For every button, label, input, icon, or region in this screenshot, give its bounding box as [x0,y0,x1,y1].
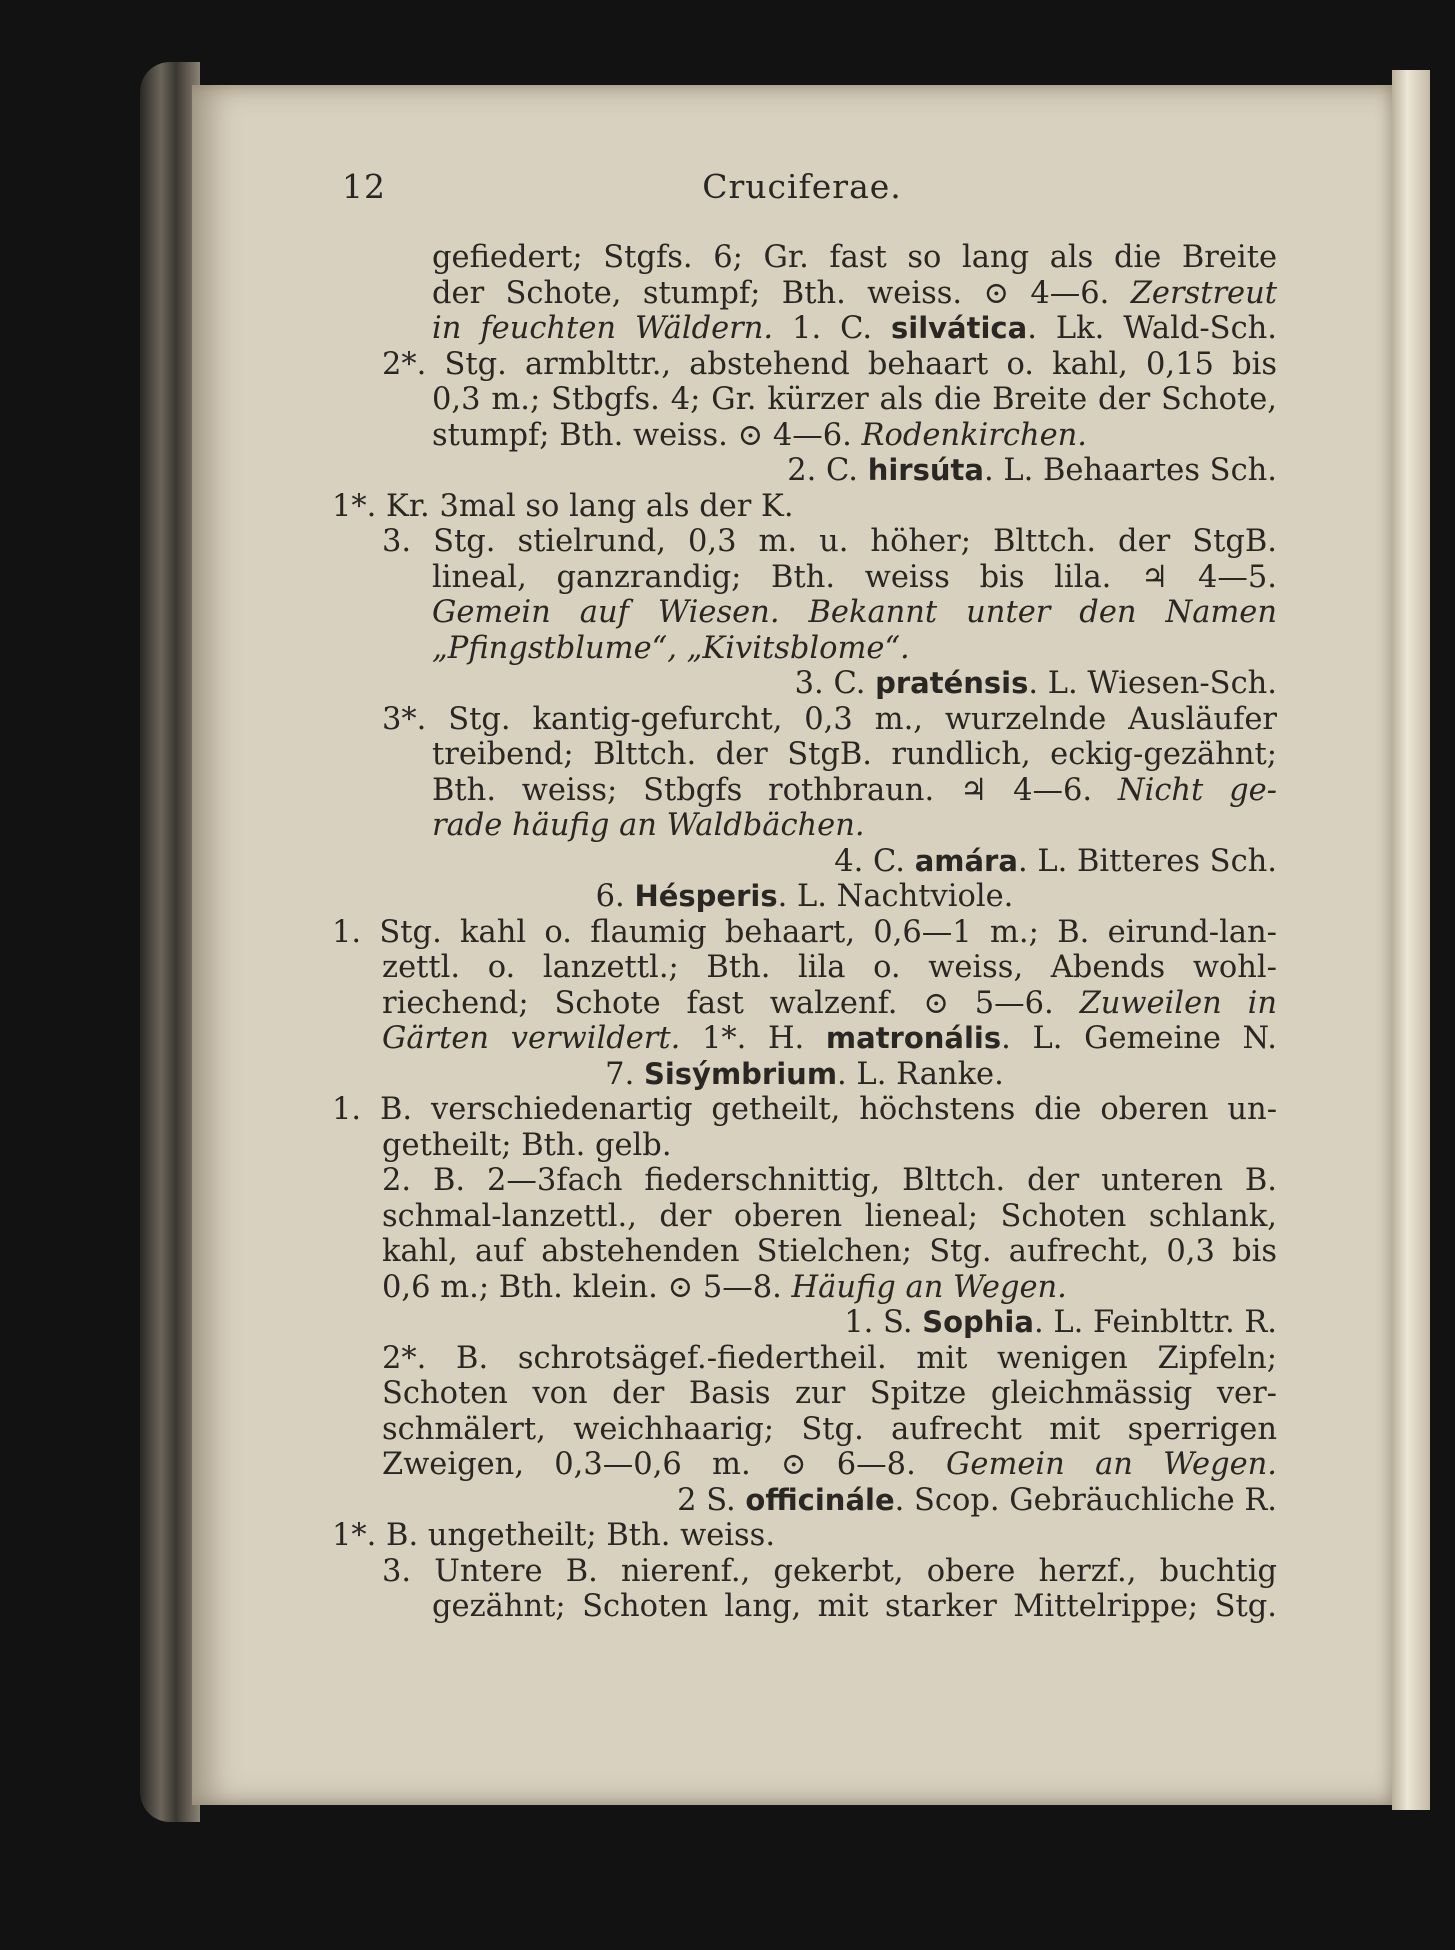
text-line [332,666,1277,702]
line-text: gefiedert; Stgfs. 6; Gr. fast so lang als die Breite [432,240,1277,275]
text-line [332,1163,1277,1199]
line-tail: . L. Behaartes Sch. [983,453,1277,488]
line-text: zettl. o. lanzettl.; Bth. lila o. weiss, Abends wohl- [382,950,1277,985]
book-page [192,85,1392,1805]
text-line [332,595,1277,631]
species-name: matronális [825,1021,1002,1055]
species-name: praténsis [875,666,1029,700]
line-tail: . Scop. Gebräuchliche R. [894,1482,1277,1518]
text-line [332,1412,1277,1448]
species-name: officinále [745,1482,895,1517]
line-text: 1. Stg. kahl o. flaumig behaart, 0,6—1 m.; B. eirund-lan- [332,914,1277,950]
text-line [332,844,1277,880]
book-spine-edge [140,62,200,1822]
text-line [332,808,1277,844]
species-name: Sisýmbrium [643,1056,838,1091]
line-text: 7. [605,1056,644,1092]
text-line [332,773,1277,809]
italic-text: Nicht ge- [1117,772,1277,808]
text-line [332,950,1277,986]
text-line [332,1554,1277,1590]
line-text: 1. S. [844,1305,923,1340]
text-line [332,1447,1277,1483]
line-text: 2. B. 2—3fach fiederschnittig, Blttch. der unteren B. [382,1163,1277,1198]
text-line [332,1376,1277,1412]
species-name: amára [914,843,1018,878]
text-line [332,489,1277,525]
text-line [332,631,1277,667]
line-text: 3. Untere B. nierenf., gekerbt, obere herzf., buchtig [382,1553,1277,1589]
line-tail: . L. Ranke. [837,1056,1004,1092]
line-text: 2*. B. schrotsägef.-fiedertheil. mit wenigen Zipfeln; [382,1340,1277,1376]
line-text: Zweigen, 0,3—0,6 m. ⊙ 6—8. [382,1447,947,1482]
text-line [332,240,1277,276]
italic-text: Rodenkirchen. [861,417,1088,453]
line-text: treibend; Blttch. der StgB. rundlich, eckig-gezähnt; [432,737,1277,772]
line-text: schmal-lanzettl., der oberen lieneal; Schoten schlank, [382,1198,1277,1234]
running-title: Cruciferae. [702,167,902,206]
text-line [332,418,1277,454]
line-text: 3. Stg. stielrund, 0,3 m. u. höher; Blttch. der StgB. [382,524,1277,559]
line-text: 0,3 m.; Stbgfs. 4; Gr. kürzer als die Breite der Schote, [432,382,1277,417]
line-text: 1*. H. [680,1021,826,1056]
line-text: 2 S. [677,1482,746,1518]
line-tail: . L. Feinblttr. R. [1033,1305,1277,1340]
text-line [332,702,1277,738]
text-line [332,1483,1277,1519]
line-text: gezähnt; Schoten lang, mit starker Mittelrippe; Stg. [432,1589,1277,1624]
line-text: 2*. Stg. armblttr., abstehend behaart o. kahl, 0,15 bis [382,346,1277,382]
text-line [332,524,1277,560]
species-name: hirsúta [867,453,984,487]
text-line [332,1589,1277,1625]
italic-text: rade häufig an Waldbächen. [432,808,865,843]
species-name: Sophia [922,1305,1034,1339]
species-name: Hésperis [634,879,778,913]
italic-text: Gemein auf Wiesen. Bekannt unter den Namen [432,595,1277,630]
line-text: 6. [595,879,635,914]
line-tail: . L. Nachtviole. [777,879,1014,914]
line-tail: . L. Gemeine N. [1001,1021,1277,1056]
text-line [332,1341,1277,1377]
line-text: 4. C. [834,843,915,879]
text-line [332,915,1277,951]
text-line [332,1234,1277,1270]
page-fore-edge [1392,70,1430,1810]
text-line [332,453,1277,489]
text-line [332,382,1277,418]
line-text: getheilt; Bth. gelb. [382,1127,672,1163]
page-header [342,167,1262,217]
line-text: 2. C. [787,453,868,488]
italic-text: Zuweilen in [1079,985,1277,1021]
line-text: 3*. Stg. kantig-gefurcht, 0,3 m., wurzelnde Ausläufer [382,701,1277,737]
line-text: stumpf; Bth. weiss. ⊙ 4—6. [432,417,862,453]
line-text: 1. C. [773,311,891,346]
italic-text: Gemein an Wegen. [946,1447,1277,1482]
text-line [332,1199,1277,1235]
text-line [332,276,1277,312]
text-line [332,347,1277,383]
line-text: lineal, ganzrandig; Bth. weiss bis lila. ♃ 4—5. [432,559,1277,595]
text-line [332,1270,1277,1306]
italic-text: Zerstreut [1130,275,1277,311]
text-line [332,1021,1277,1057]
text-line [332,986,1277,1022]
species-name: silvática [891,311,1028,345]
line-tail: . L. Bitteres Sch. [1017,843,1277,879]
text-line [332,737,1277,773]
text-line [332,1128,1277,1164]
line-text: 1*. B. ungetheilt; Bth. weiss. [332,1518,776,1553]
text-line [332,560,1277,596]
italic-text: „Pfingstblume“, „Kivitsblome“. [432,630,910,666]
text-line [332,1057,1277,1093]
page-number: 12 [342,167,386,206]
line-text: 0,6 m.; Bth. klein. ⊙ 5—8. [382,1269,792,1305]
line-tail: . Lk. Wald-Sch. [1027,311,1277,346]
page-body-text [332,240,1277,1625]
line-text: der Schote, stumpf; Bth. weiss. ⊙ 4—6. [432,275,1131,311]
line-tail: . L. Wiesen-Sch. [1028,666,1277,701]
italic-text: Häufig an Wegen. [791,1269,1067,1305]
text-line [332,311,1277,347]
text-line [332,1518,1277,1554]
line-text: Schoten von der Basis zur Spitze gleichmässig ver- [382,1376,1277,1411]
text-line [332,1092,1277,1128]
italic-text: in feuchten Wäldern. [432,311,774,346]
text-line [332,1305,1277,1341]
text-line [332,879,1277,915]
line-text: schmälert, weichhaarig; Stg. aufrecht mit sperrigen [382,1411,1277,1447]
line-text: riechend; Schote fast walzenf. ⊙ 5—6. [382,985,1080,1021]
line-text: Bth. weiss; Stbgfs rothbraun. ♃ 4—6. [432,772,1118,808]
line-text: 1*. Kr. 3mal so lang als der K. [332,488,794,524]
line-text: 3. C. [794,666,876,701]
line-text: 1. B. verschiedenartig getheilt, höchstens die oberen un- [332,1092,1277,1127]
line-text: kahl, auf abstehenden Stielchen; Stg. aufrecht, 0,3 bis [382,1234,1277,1269]
italic-text: Gärten verwildert. [382,1021,681,1056]
